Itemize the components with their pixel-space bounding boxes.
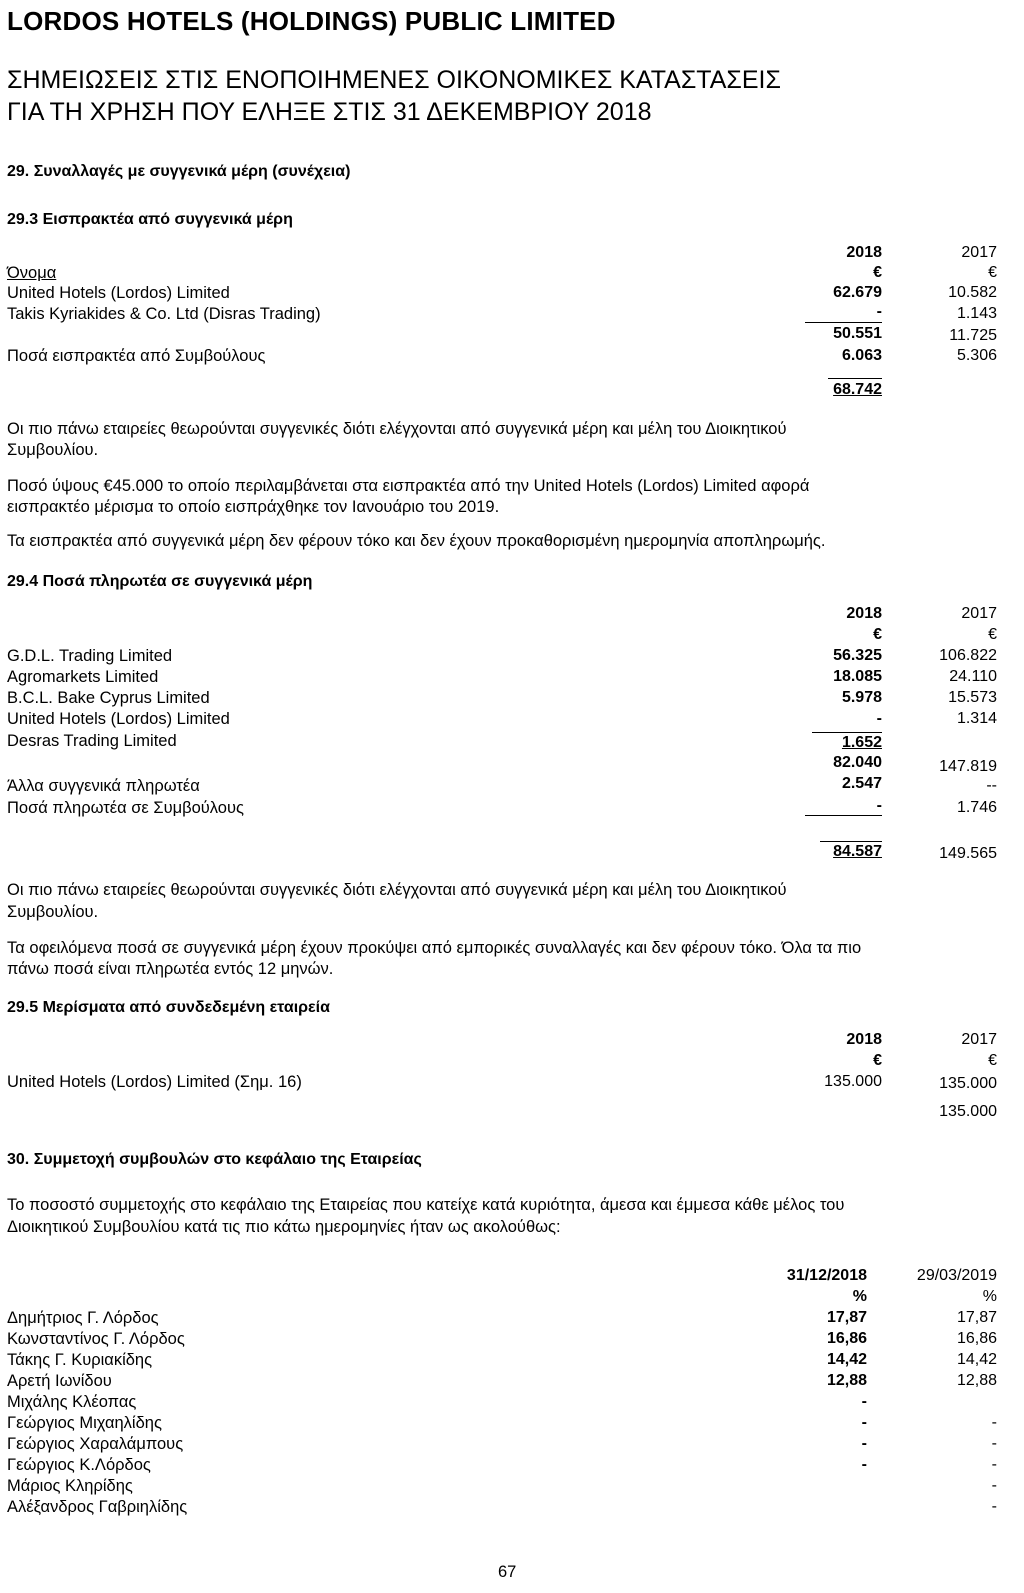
s30-director-a: 14,42 [826, 1351, 867, 1368]
s294-directors-rule [805, 815, 882, 816]
s293-note-3: Τα εισπρακτέα από συγγενικά μέρη δεν φέρουν τόκο και δεν έχουν προκαθορισμένη ημερομηνία αποπληρωμής. [7, 532, 826, 550]
s294-row-2018: 18.085 [833, 668, 882, 685]
s293-row-2017: 10.582 [948, 284, 997, 301]
s294-row-label: United Hotels (Lordos) Limited [7, 710, 230, 728]
section-29-5-title: 29.5 Μερίσματα από συνδεδεμένη εταιρεία [7, 999, 330, 1016]
s295-total-2017: 135.000 [939, 1103, 997, 1120]
s30-director-name: Μιχάλης Κλέοπας [7, 1393, 137, 1411]
s294-row-2017: 24.110 [949, 668, 997, 685]
section-29-3-title: 29.3 Εισπρακτέα από συγγενικά μέρη [7, 211, 293, 228]
s294-row-2017: 106.822 [939, 647, 997, 664]
s294-row-label: Agromarkets Limited [7, 668, 159, 686]
s294-row-label: G.D.L. Trading Limited [7, 647, 173, 665]
s293-row-label: Takis Kyriakides & Co. Ltd (Disras Trading) [7, 305, 321, 323]
s293-cur-2017: € [988, 264, 997, 281]
s293-note-2-line-1: Ποσό ύψους €45.000 το οποίο περιλαμβάνεται στα εισπρακτέα από την United Hotels (Lordos) Limited αφορά [7, 477, 810, 495]
s293-subtotal-2017: 11.725 [949, 327, 997, 344]
s30-pct-a: % [852, 1288, 867, 1305]
s294-note-2-line-1: Τα οφειλόμενα ποσά σε συγγενικά μέρη έχουν προκύψει από εμπορικές συναλλαγές και δεν φέρουν τόκο. Όλα τα πιο [7, 939, 862, 957]
s295-col-2018: 2018 [846, 1031, 882, 1048]
s293-row-2018: - [876, 303, 882, 320]
s30-director-b: 14,42 [956, 1351, 997, 1368]
company-name: LORDOS HOTELS (HOLDINGS) PUBLIC LIMITED [7, 6, 616, 36]
s294-row-2018: 56.325 [833, 647, 882, 664]
s30-director-a: - [861, 1435, 867, 1452]
s293-col-2017: 2017 [961, 244, 997, 261]
s30-director-b: 16,86 [956, 1330, 997, 1347]
s294-other-2017: -- [986, 777, 997, 794]
s293-directors-2017: 5.306 [956, 347, 997, 364]
s295-row-label: United Hotels (Lordos) Limited (Σημ. 16) [7, 1073, 302, 1091]
s30-director-name: Κωνσταντίνος Γ. Λόρδος [7, 1330, 185, 1348]
s30-director-a: - [861, 1414, 867, 1431]
s30-director-b: - [991, 1435, 997, 1452]
s294-subtotal-2018: 82.040 [833, 754, 882, 771]
s294-col-2018: 2018 [846, 605, 882, 622]
section-29-4-title: 29.4 Ποσά πληρωτέα σε συγγενικά μέρη [7, 573, 313, 590]
s293-cur-2018: € [873, 264, 882, 281]
s30-director-name: Αρετή Ιωνίδου [7, 1372, 112, 1390]
s30-director-name: Δημήτριος Γ. Λόρδος [7, 1309, 159, 1327]
s30-director-name: Γεώργιος Χαραλάμπους [7, 1435, 184, 1453]
s294-cur-2017: € [988, 626, 997, 643]
s30-director-a: 16,86 [826, 1330, 867, 1347]
s30-pct-b: % [982, 1288, 997, 1305]
s294-note-1-line-2: Συμβουλίου. [7, 903, 99, 921]
section-30-title: 30. Συμμετοχή συμβουλών στο κεφάλαιο της Εταιρείας [7, 1151, 422, 1168]
s293-note-1-line-1: Οι πιο πάνω εταιρείες θεωρούνται συγγενικές διότι ελέγχονται από συγγενικά μέρη και μέλη του Διοικητικού [7, 420, 787, 438]
s294-total-rule [820, 841, 882, 842]
s30-director-b: 17,87 [956, 1309, 997, 1326]
s294-row-2017: 15.573 [948, 689, 997, 706]
s293-name-header: Όνομα [7, 264, 57, 282]
s30-director-b: - [991, 1477, 997, 1494]
s294-cur-2018: € [873, 626, 882, 643]
s30-director-b: - [991, 1498, 997, 1515]
s30-col-a: 31/12/2018 [786, 1267, 867, 1284]
s293-row-label: United Hotels (Lordos) Limited [7, 284, 230, 302]
s295-col-2017: 2017 [961, 1031, 997, 1048]
s30-director-b: 12,88 [956, 1372, 997, 1389]
s293-col-2018: 2018 [846, 244, 882, 261]
s293-note-1-line-2: Συμβουλίου. [7, 441, 99, 459]
s294-col-2017: 2017 [961, 605, 997, 622]
s294-total-2017: 149.565 [939, 845, 997, 862]
s294-other-2018: 2.547 [841, 775, 882, 792]
heading-line-1: ΣΗΜΕΙΩΣΕΙΣ ΣΤΙΣ ΕΝΟΠΟΙΗΜΕΝΕΣ ΟΙΚΟΝΟΜΙΚΕΣ ΚΑΤΑΣΤΑΣΕΙΣ [7, 66, 781, 94]
s293-total-rule [828, 378, 882, 379]
s293-subtotal-rule [805, 322, 882, 323]
s293-total-2018: 68.742 [833, 381, 882, 398]
s30-director-name: Μάριος Κληρίδης [7, 1477, 133, 1495]
s30-director-a: - [861, 1393, 867, 1410]
s294-subtotal-2017: 147.819 [939, 758, 997, 775]
s294-row-2018: 1.652 [841, 734, 882, 751]
s294-row-2018: 5.978 [841, 689, 882, 706]
s30-director-a: - [861, 1456, 867, 1473]
s30-director-name: Αλέξανδρος Γαβριηλίδης [7, 1498, 188, 1516]
s294-row-label: Desras Trading Limited [7, 732, 177, 750]
s295-row-2018: 135.000 [824, 1073, 882, 1090]
s30-director-b: - [991, 1414, 997, 1431]
s294-row-2018: - [876, 710, 882, 727]
note-29-title: 29. Συναλλαγές με συγγενικά μέρη (συνέχεια) [7, 163, 351, 180]
s294-row-label: B.C.L. Bake Cyprus Limited [7, 689, 210, 707]
s293-directors-label: Ποσά εισπρακτέα από Συμβούλους [7, 347, 266, 365]
s293-note-2-line-2: εισπρακτέο μέρισμα το οποίο εισπράχθηκε τον Ιανουάριο του 2019. [7, 498, 500, 516]
s295-row-2017: 135.000 [939, 1075, 997, 1092]
s295-cur-2018: € [873, 1052, 882, 1069]
s294-note-2-line-2: πάνω ποσά είναι πληρωτέα εντός 12 μηνών. [7, 960, 334, 978]
s30-director-a: 17,87 [826, 1309, 867, 1326]
s293-row-2018: 62.679 [833, 284, 882, 301]
s30-col-b: 29/03/2019 [916, 1267, 997, 1284]
s30-director-a: 12,88 [826, 1372, 867, 1389]
s294-directors-2017: 1.746 [956, 799, 997, 816]
s30-director-name: Γεώργιος Μιχαηλίδης [7, 1414, 162, 1432]
s30-intro-line-1: Το ποσοστό συμμετοχής στο κεφάλαιο της Εταιρείας που κατείχε κατά κυριότητα, άμεσα και έμμεσα κάθε μέλος του [7, 1196, 845, 1214]
s294-directors-label: Ποσά πληρωτέα σε Συμβούλους [7, 799, 244, 817]
s294-row-rule [812, 732, 882, 733]
s30-director-b: - [991, 1456, 997, 1473]
s30-intro-line-2: Διοικητικού Συμβουλίου κατά τις πιο κάτω ημερομηνίες ήταν ως ακολούθως: [7, 1218, 561, 1236]
s293-row-2017: 1.143 [956, 305, 997, 322]
s293-directors-2018: 6.063 [841, 347, 882, 364]
s294-directors-2018: - [876, 797, 882, 814]
s30-director-name: Τάκης Γ. Κυριακίδης [7, 1351, 153, 1369]
page-number: 67 [498, 1563, 517, 1581]
s293-subtotal-2018: 50.551 [833, 325, 882, 342]
s30-director-name: Γεώργιος Κ.Λόρδος [7, 1456, 151, 1474]
s294-other-label: Άλλα συγγενικά πληρωτέα [7, 777, 200, 795]
heading-line-2: ΓΙΑ ΤΗ ΧΡΗΣΗ ΠΟΥ ΕΛΗΞΕ ΣΤΙΣ 31 ΔΕΚΕΜΒΡΙΟΥ 2018 [7, 98, 652, 126]
s295-cur-2017: € [988, 1052, 997, 1069]
s294-note-1-line-1: Οι πιο πάνω εταιρείες θεωρούνται συγγενικές διότι ελέγχονται από συγγενικά μέρη και μέλη του Διοικητικού [7, 881, 787, 899]
s294-total-2018: 84.587 [833, 843, 882, 860]
s294-row-2017: 1.314 [956, 710, 997, 727]
